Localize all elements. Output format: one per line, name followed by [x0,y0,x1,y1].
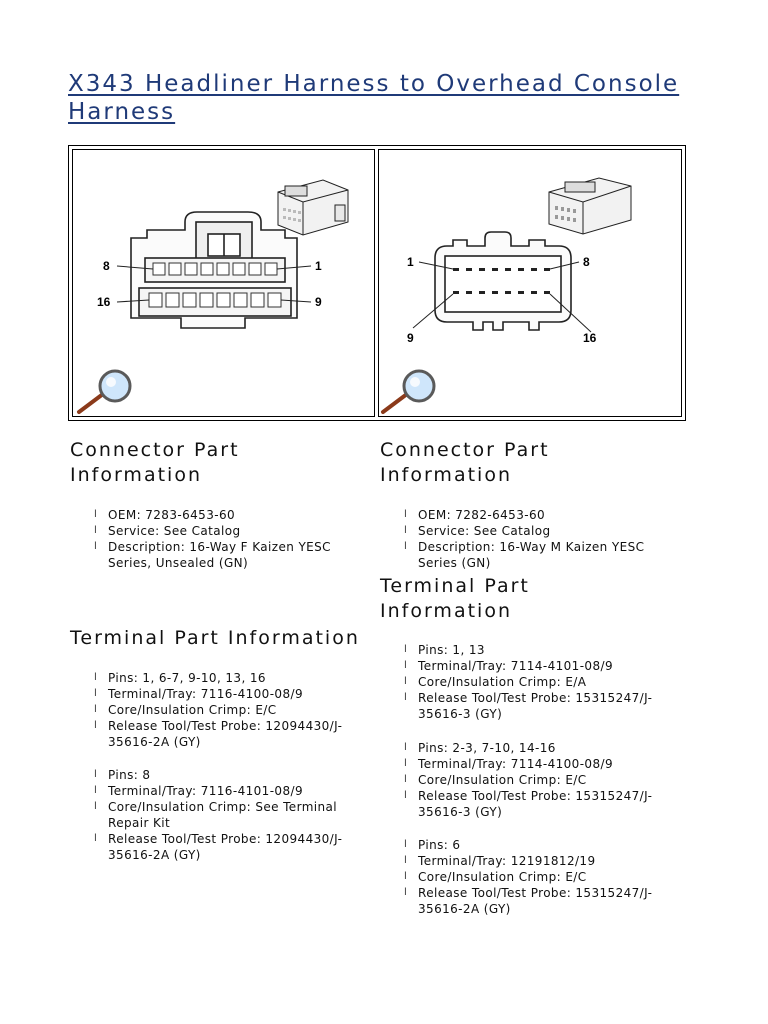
left-terminal-heading: Terminal Part Information [70,627,360,649]
right-connector-list [380,507,680,571]
pin-label-9: 9 [315,295,322,309]
list-item: l Terminal/Tray: 7114-4100-08/9 [380,756,680,772]
list-item: l Terminal/Tray: 12191812/19 [380,853,680,869]
list-item: l OEM: 7282-6453-60 [380,507,680,523]
right-terminal-group-1 [380,642,680,722]
list-item: l Pins: 1, 13 [380,642,680,658]
heading-line: Information [380,464,512,486]
pin-label-1: 1 [407,255,414,269]
list-item: l Release Tool/Test Probe: 15315247/J-35616-3 (GY) [380,690,680,722]
list-item: l Terminal/Tray: 7116-4101-08/9 [70,783,360,799]
list-item: l Pins: 6 [380,837,680,853]
list-item: l Terminal/Tray: 7114-4101-08/9 [380,658,680,674]
list-item: l OEM: 7283-6453-60 [70,507,360,523]
pin-label-8: 8 [103,259,110,273]
right-connector-heading [380,438,550,488]
pin-label-16: 16 [583,331,597,345]
connector-isometric-icon [549,178,631,234]
page-title: X343 Headliner Harness to Overhead Console Harness [68,71,680,125]
magnifier-icon[interactable] [383,371,434,412]
list-item: l Pins: 8 [70,767,360,783]
list-item: l Description: 16-Way F Kaizen YESC Series, Unsealed (GN) [70,539,360,571]
left-connector-heading [70,438,240,488]
list-item: l Terminal/Tray: 7116-4100-08/9 [70,686,360,702]
list-item: l Core/Insulation Crimp: E/C [70,702,360,718]
list-item: l Service: See Catalog [380,523,680,539]
list-item: l Release Tool/Test Probe: 15315247/J-35616-3 (GY) [380,788,680,820]
heading-line: Information [70,464,202,486]
list-item: l Core/Insulation Crimp: E/C [380,772,680,788]
pin-label-9: 9 [407,331,414,345]
list-item: l Pins: 1, 6-7, 9-10, 13, 16 [70,670,360,686]
list-item: l Core/Insulation Crimp: E/C [380,869,680,885]
list-item: l Pins: 2-3, 7-10, 14-16 [380,740,680,756]
left-terminal-group-2 [70,767,360,863]
pin-label-8: 8 [583,255,590,269]
connector-isometric-icon [278,180,348,235]
male-connector-drawing [379,150,681,416]
list-item: l Release Tool/Test Probe: 12094430/J-35616-2A (GY) [70,831,360,863]
pin-label-1: 1 [315,259,322,273]
right-terminal-group-3 [380,837,680,917]
female-connector-panel [72,149,375,417]
heading-line: Information [380,600,512,622]
male-connector-panel [378,149,682,417]
heading-line: Connector Part [70,439,240,461]
list-item: l Release Tool/Test Probe: 12094430/J-35616-2A (GY) [70,718,360,750]
list-item: l Description: 16-Way M Kaizen YESC Series (GN) [380,539,680,571]
connector-figure [68,145,686,421]
left-terminal-group-1 [70,670,360,750]
left-connector-list [70,507,360,571]
heading-line: Connector Part [380,439,550,461]
right-terminal-heading [380,574,530,624]
magnifier-icon[interactable] [79,371,130,412]
list-item: l Core/Insulation Crimp: E/A [380,674,680,690]
list-item: l Core/Insulation Crimp: See Terminal Repair Kit [70,799,360,831]
heading-line: Terminal Part [380,575,530,597]
list-item: l Release Tool/Test Probe: 15315247/J-35616-2A (GY) [380,885,680,917]
list-item: l Service: See Catalog [70,523,360,539]
pin-label-16: 16 [97,295,111,309]
male-connector-face [435,232,571,330]
female-connector-drawing [73,150,374,416]
right-terminal-group-2 [380,740,680,820]
